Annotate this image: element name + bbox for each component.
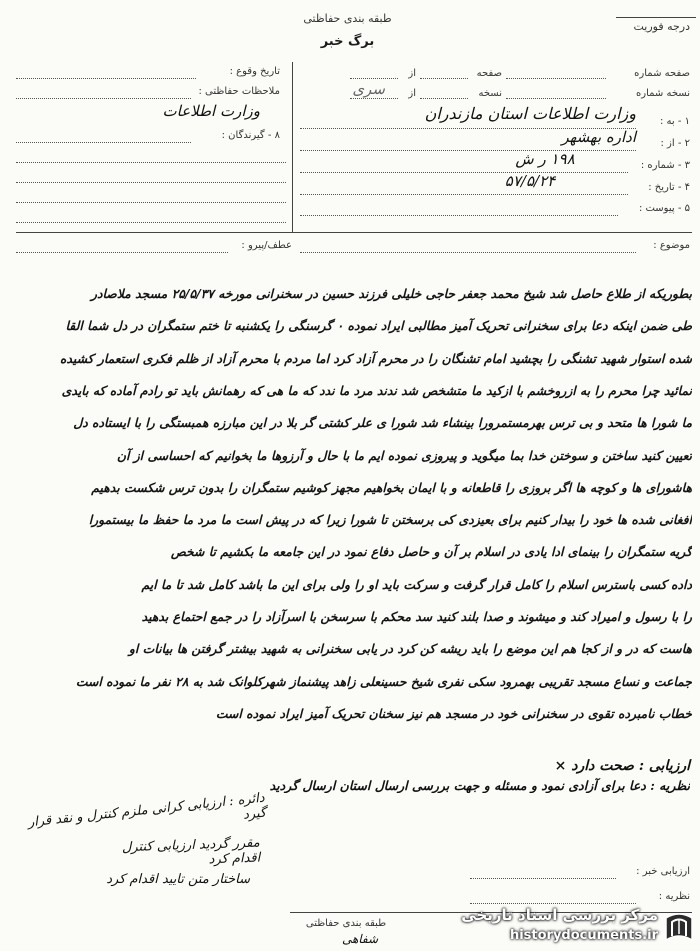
form-title: برگ خبر (320, 34, 375, 49)
from-label: ۲ - از : (660, 138, 690, 149)
body-line: را با رسول و امیراد کند و میشوند و صدا بلند کنید سد محکم با سرسخن با اسرآزاد را در جمع احتماع بدهید (141, 609, 692, 624)
analysis-note: ارزیابی : صحت دارد × (554, 758, 690, 774)
footer-classification-label: طبقه بندی حفاظتی (305, 918, 387, 929)
security-notes-value: وزارت اطلاعات (162, 102, 260, 120)
attachment-line (300, 215, 618, 216)
event-date-line (16, 78, 196, 79)
footer-scribble: شفاهی (341, 932, 379, 946)
subject-line (300, 252, 636, 253)
body-line: افغانی شده ها خود را بیدار کنیم برای بعیزدی کی برسختن تا شورا زیرا که در پیش است ما مرد ما حفظ ما بیستمورا (88, 512, 692, 528)
ref-line (16, 252, 228, 253)
attachment-label: ۵ - پیوست : (638, 203, 690, 214)
to-label: ۱ - به : (659, 116, 690, 127)
ref-label: عطف/پیرو : (241, 240, 292, 251)
body-line: هاست که در و از کجا هم این موضع را باید ریشه کن کرد در یابی سخنرانی به شهید بیشتر گرفتن ها بیانات او (128, 641, 692, 657)
body-line: طی ضمن اینکه دعا برای سخنرانی تحریک آمیز مطالبی ایراد نموده ۰ گرسنگی را یکشنبه تا ختم ستمگران در دل شما القا (65, 318, 692, 334)
of-label-2: از (408, 88, 416, 99)
classification-label: طبقه بندی حفاظتی (303, 12, 392, 25)
header-bottom-line (16, 232, 692, 233)
recipients-line-5 (16, 222, 286, 223)
recipients-line-3 (16, 182, 286, 183)
from-value: اداره بهشهر (561, 128, 636, 146)
copy-label: نسخه (478, 88, 502, 99)
watermark (412, 904, 698, 950)
opinion-label: نظریه : (658, 891, 690, 902)
recipients-line-1 (16, 142, 191, 143)
watermark-title: مرکز بررسی اسناد تاریخی (461, 906, 658, 924)
news-eval-line (470, 878, 616, 879)
body-line: تعیین کنید ساختن و سوختن خدا بما میگوید و پیروزی نموده ایم ما با حال و آرزوها ما بخوانیم که احساسی از آن (116, 447, 692, 463)
copy-line (420, 98, 468, 99)
urgency-label: درجه فوریت (633, 20, 690, 33)
urgency-top-line (616, 17, 696, 18)
column-divider (292, 62, 293, 232)
security-notes-label: ملاحظات حفاظتی : (198, 86, 280, 97)
margin-note-2: مقرر گردید ارزیابی کنترل اقدام کرد (121, 835, 261, 868)
recipients-line-2 (16, 162, 286, 163)
body-line: نمائید چرا محرم را به ازروخشم با ازکید ما متشخص شد ندند مرد ما ندد که ما هی که رهمانش باید تو رادم آماده که بایدی (61, 382, 692, 398)
recipients-line-4 (16, 202, 286, 203)
stamp-scribble: سری (352, 80, 385, 98)
subject-label: موضوع : (653, 240, 690, 251)
margin-note-3: ساختار متن تایید اقدام کرد (106, 872, 250, 887)
body-line: هاشورای ها و کوچه ها اگر بروزی را قاطعانه و با ایمان بخواهیم مجهز کوشیم ستمگران را بدون ترس شکست بدهیم (91, 479, 692, 495)
date-line (300, 194, 628, 195)
margin-note-1: دائره : ارزیابی کرانی ملزم کنترل و نقد قرار گیرد (27, 790, 267, 831)
body-line: خطاب نامبرده تقوی در سخنرانی خود در مسجد هم نیز سخنان تحریک آمیز ایراد نموده است (215, 705, 692, 721)
page-line (420, 78, 468, 79)
number-label: ۳ - شماره : (640, 160, 690, 171)
security-notes-line (16, 98, 191, 99)
of-line-1 (350, 78, 398, 79)
to-value: وزارت اطلاعات استان مازندران (424, 104, 636, 123)
body-line: شده استوار شهید تشنگی را بچشید امام تشنگان را در محرم آزاد کرد اما مردم با محرم آزاد از ظلم فکری استعمار کشیده (59, 350, 692, 366)
body-line: بطوریکه از طلاع حاصل شد شیخ محمد جعفر حاجی خلیلی فرزند حسین در سخنرانی مورخه ۲۵/۵/۳۷ مسجد ملاصادر (90, 286, 692, 301)
body-line: ما شورا ها متحد و بی ترس بهرمستمرورا بینشاء شد شورا ی علر کشتی گر بلا در این مبارزه همبستگی را با ایستاده دل (73, 415, 692, 431)
watermark-url: historydocuments.ir (509, 928, 658, 943)
copy-number-label: نسخه شماره (636, 88, 690, 99)
archive-logo-icon (662, 910, 696, 946)
number-value: ۱۹۸ ر ش (515, 150, 575, 168)
body-line: داده کسی باسترس اسلام را کامل قرار گرفت و سرکت باید او را ولی برای این ما باشد کامل شد تا ما ایم (141, 576, 692, 592)
of-label-1: از (408, 68, 416, 79)
page-number-line (506, 78, 606, 79)
page-number-label: صفحه شماره (634, 68, 690, 79)
of-line-2 (350, 98, 398, 99)
body-line: گریه ستمگران را بینمای ادا یادی در اسلام بر آن و حاصل دفاع نمود در این جامعه ما بکشیم تا شخص (170, 544, 692, 560)
event-date-label: تاریخ وقوع : (229, 66, 280, 77)
copy-number-line (506, 98, 606, 99)
date-label: ۴ - تاریخ : (648, 182, 690, 193)
recipients-label: ۸ - گیرندگان : (221, 130, 280, 141)
body-line: جماعت و نساع مسجد تقریبی بهمرود سکی نفری شیخ حسینعلی زاهد پیشنماز شهرکلوانک شد به ۲۸ نفر ما نموده است (75, 673, 692, 689)
news-eval-label: ارزیابی خبر : (636, 866, 690, 877)
date-value: ۵۷/۵/۲۴ (504, 172, 556, 190)
opinion-note: نظریه : دعا برای آزادی نمود و مسئله و جهت بررسی ارسال استان ارسال گردید (269, 778, 690, 793)
page-label: صفحه (476, 68, 502, 79)
